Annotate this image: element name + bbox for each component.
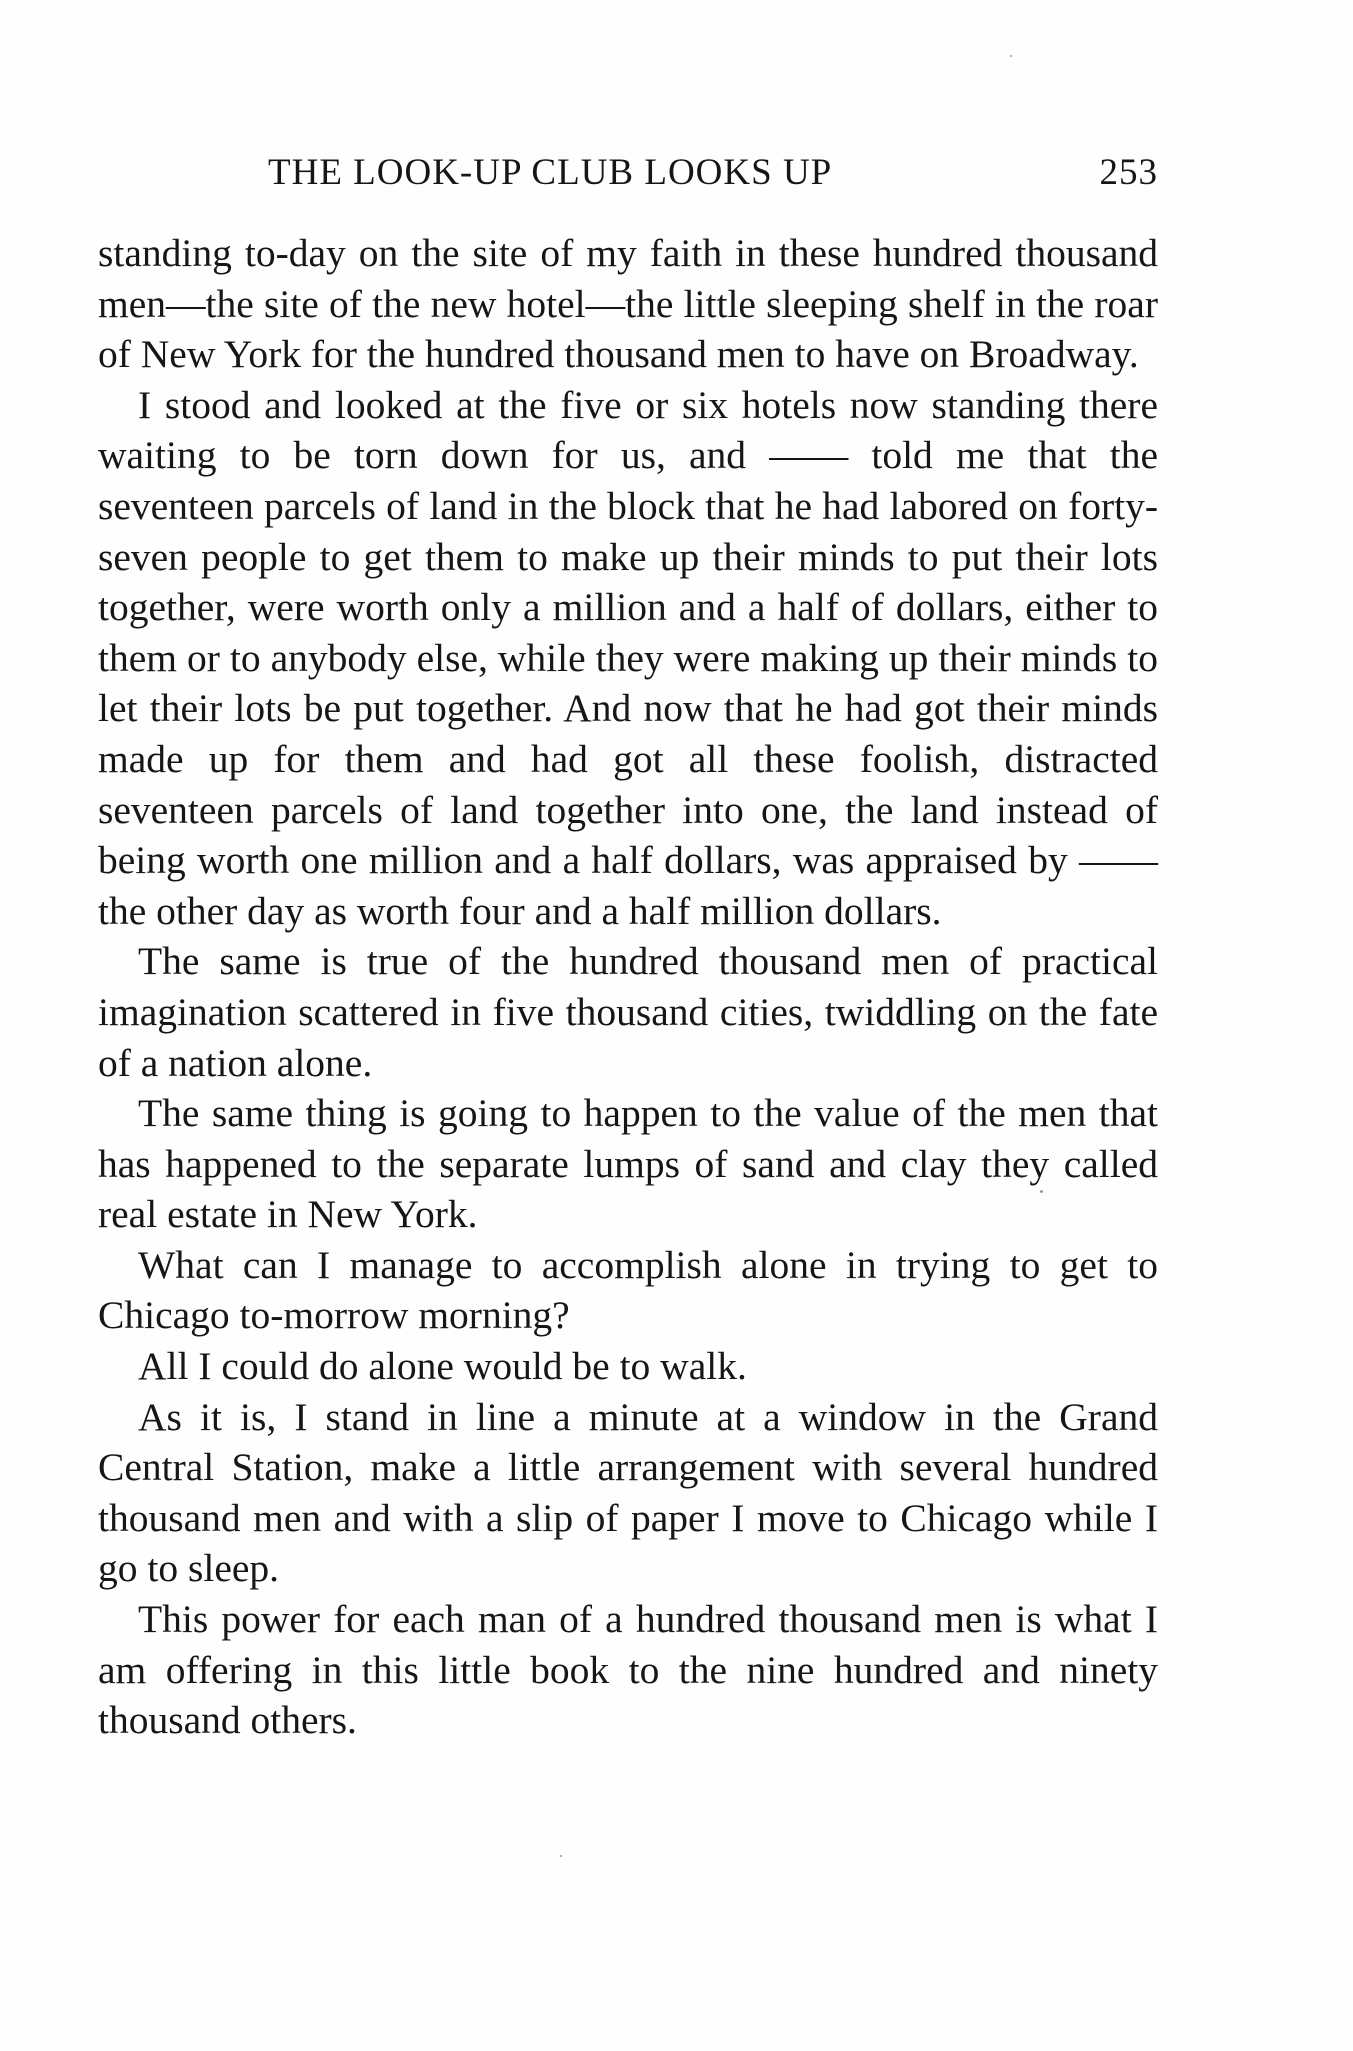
paragraph: standing to-day on the site of my faith in these hundred thousand men—the site of the new hotel—the little sleeping shelf in the roar of New York for the hundred thousand men to have on Broadway. [98,231,1158,377]
paper-speck [560,1855,562,1857]
paragraph: The same is true of the hundred thousand men of practical imagination scattered in five thousand cities, twiddling on the fate of a nation alone. [98,939,1158,1085]
paper-speck [1040,1190,1043,1193]
running-title: THE LOOK-UP CLUB LOOKS UP [268,152,833,193]
paragraph: The same thing is going to happen to the value of the men that has happened to the separate lumps of sand and clay they called real estate in New York. [98,1091,1158,1237]
page-number: 253 [1099,152,1158,193]
paragraph: What can I manage to accomplish alone in trying to get to Chicago to-morrow morning? [98,1242,1158,1338]
paragraph: This power for each man of a hundred thousand men is what I am offering in this little book to the nine hundred and ninety thousand others. [98,1597,1158,1743]
paragraph: As it is, I stand in line a minute at a window in the Grand Central Station, make a little arrangement with several hundred thousand men and with a slip of paper I move to Chicago while I go to sleep. [98,1394,1158,1591]
paragraph: All I could do alone would be to walk. [138,1344,747,1389]
paragraph: I stood and looked at the five or six hotels now standing there waiting to be torn down for us, and —— told me that the seventeen parcels of land in the block that he had labored on forty-seven people to get them to make up their minds to put their lots together, were worth only a million and a half of dollars, either to them or to anybody else, while they were making up their minds to let their lots be put together. And now that he had got their minds made up for them and had got all these foolish, distracted seventeen parcels of land together into one, the land instead of being worth one million and a half dollars, was appraised by —— the other day as worth four and a half million dollars. [98,382,1158,933]
body-text [98,228,1158,1746]
paper-speck [1010,55,1012,57]
running-head [98,148,1158,198]
